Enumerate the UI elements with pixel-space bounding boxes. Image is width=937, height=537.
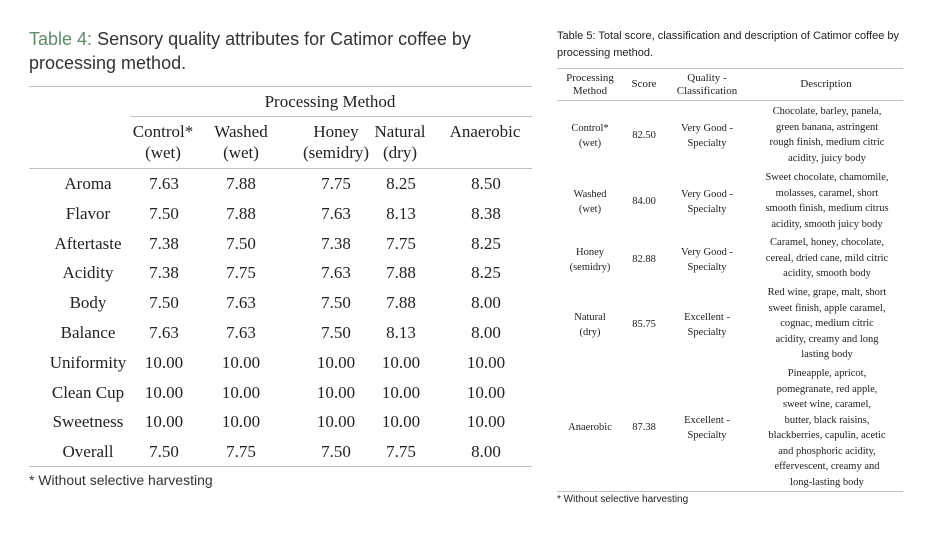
table4-value: 8.25 xyxy=(386,174,416,193)
table5-quality-line: Excellent - xyxy=(684,311,730,323)
table4-value: 7.38 xyxy=(321,233,351,253)
table4-attribute: Body xyxy=(69,293,107,313)
table5-quality-line: Specialty xyxy=(687,138,727,149)
table4-value: 8.00 xyxy=(471,323,501,342)
table5-description-line: pomegranate, red apple, xyxy=(776,383,878,395)
table5-description-line: acidity, smooth juicy body xyxy=(771,218,883,230)
table4-attribute: Clean Cup xyxy=(51,382,125,402)
table4-value: 7.50 xyxy=(321,323,351,342)
table4-value: 7.75 xyxy=(226,263,256,283)
table4-value: 7.88 xyxy=(386,293,416,313)
table5-bottom-rule xyxy=(557,491,903,492)
table4-attribute: Overall xyxy=(62,442,114,462)
table4-attribute: Sweetness xyxy=(52,412,124,432)
table4-value: 10.00 xyxy=(144,352,184,372)
table4-title: Sensory quality attributes for Catimor coffee by processing method. xyxy=(29,29,471,73)
table4-value: 7.38 xyxy=(149,263,179,283)
table4-top-rule xyxy=(29,86,532,87)
table4-row xyxy=(29,169,532,199)
table4-group-header: Processing Method xyxy=(264,92,396,111)
table4-value: 7.50 xyxy=(149,293,179,313)
table4-value: 8.50 xyxy=(471,174,501,193)
table5-description-line: Sweet chocolate, chamomile, xyxy=(765,172,889,183)
table4-value: 10.00 xyxy=(221,382,261,402)
table4-row xyxy=(29,199,532,229)
table4-value: 10.00 xyxy=(381,382,421,402)
table4-value: 8.00 xyxy=(471,293,501,313)
table5-description-line: and phosphoric acidity, xyxy=(778,445,876,457)
table4-value: 7.63 xyxy=(321,263,351,283)
table5-score: 85.75 xyxy=(632,319,656,331)
table5-quality-cell xyxy=(668,121,746,152)
table4-value: 8.00 xyxy=(471,442,501,462)
table5-header-method-line2: Method xyxy=(572,85,608,97)
table5-header-rule xyxy=(557,100,903,101)
table4-column-name: Washed xyxy=(214,122,268,141)
table4-caption xyxy=(29,27,549,75)
table5-method-line: Natural xyxy=(574,311,606,323)
table4-column-name: Honey xyxy=(313,122,359,141)
table5-quality-line: Excellent - xyxy=(684,414,730,426)
table4-attribute: Aroma xyxy=(64,174,112,193)
table4-column-name: Anaerobic xyxy=(449,122,521,141)
table4-row xyxy=(29,229,532,259)
table4-column-header xyxy=(208,121,274,163)
table5-description-line: Pineapple, apricot, xyxy=(787,368,867,379)
table4-value: 8.13 xyxy=(386,203,416,223)
table4-bottom-rule xyxy=(29,466,532,467)
table4-value: 10.00 xyxy=(381,412,421,432)
table4-value: 8.25 xyxy=(471,263,501,283)
table5-quality-cell xyxy=(668,413,746,444)
table5-header-quality xyxy=(668,72,746,98)
table4-attribute: Balance xyxy=(60,323,116,342)
table5-description-line: long-lasting body xyxy=(790,476,864,488)
table4-value: 7.50 xyxy=(149,442,179,462)
table4-column-subname: (dry) xyxy=(383,143,417,162)
table5-method-line: Washed xyxy=(573,188,607,200)
table4-label: Table 4: xyxy=(29,29,93,49)
table4-value: 7.75 xyxy=(386,442,416,462)
table5-description-line: acidity, creamy and long xyxy=(775,333,879,345)
table5-header-method-line1: Processing xyxy=(566,72,614,84)
table4-attribute: Acidity xyxy=(62,263,114,283)
table5-description-line: lasting body xyxy=(801,349,853,360)
table4-value: 7.63 xyxy=(321,203,351,223)
table5-description-line: Chocolate, barley, panela, xyxy=(772,106,882,117)
table5-method-line: Control* xyxy=(571,122,609,134)
table4-value: 7.63 xyxy=(149,323,179,342)
table5-footnote: * Without selective harvesting xyxy=(557,494,689,505)
table5-method-line: (wet) xyxy=(578,138,602,149)
table5-description-cell xyxy=(750,235,904,282)
table4-value: 7.50 xyxy=(149,203,179,223)
table4-value: 10.00 xyxy=(466,352,506,372)
table5-description-cell xyxy=(750,366,904,490)
table4-value: 10.00 xyxy=(144,412,184,432)
table4-row xyxy=(29,288,532,318)
table4-value: 7.63 xyxy=(226,293,256,313)
table4-row xyxy=(29,407,532,437)
table5-score: 87.38 xyxy=(632,422,656,434)
table5-description-line: Red wine, grape, malt, short xyxy=(767,287,887,298)
table4-value: 10.00 xyxy=(221,412,261,432)
table5-header-method xyxy=(557,72,623,98)
table4-value: 10.00 xyxy=(381,352,421,372)
table5-quality-line: Specialty xyxy=(687,204,727,215)
table4-row xyxy=(29,348,532,378)
table5-method-line: (dry) xyxy=(579,327,601,338)
table4-column-subname: (wet) xyxy=(223,143,259,162)
table4-column-subname: (wet) xyxy=(145,143,181,162)
table4-row xyxy=(29,318,532,348)
table4-group-rule xyxy=(130,116,532,117)
table4-value: 7.63 xyxy=(226,323,256,342)
table5-description-cell xyxy=(750,104,904,166)
table5-quality-cell xyxy=(668,187,746,218)
table4-value: 7.50 xyxy=(321,293,351,313)
table4-value: 7.88 xyxy=(386,263,416,283)
table5-description-cell xyxy=(750,285,904,363)
table5-description-line: smooth finish, medium citrus xyxy=(765,203,889,214)
table5-method-cell xyxy=(557,420,623,436)
table4-value: 10.00 xyxy=(221,352,261,372)
table5-description-cell xyxy=(750,170,904,232)
table5-quality-cell xyxy=(668,310,746,341)
table4-value: 8.25 xyxy=(471,233,501,253)
table4-column-header xyxy=(443,121,527,142)
table5-description-line: sweet finish, apple caramel, xyxy=(768,302,886,314)
table4-value: 7.38 xyxy=(149,233,179,253)
table4-column-header xyxy=(130,121,196,163)
table4-value: 7.75 xyxy=(226,442,256,462)
table5-method-cell xyxy=(557,121,623,152)
table4-column-name: Control* xyxy=(132,122,194,141)
table5-method-line: Anaerobic xyxy=(568,422,612,434)
table5-method-cell xyxy=(557,187,623,218)
table5-header-score: Score xyxy=(631,78,657,90)
table5-description-line: effervescent, creamy and xyxy=(774,461,880,472)
table4-value: 10.00 xyxy=(466,382,506,402)
table4-value: 8.38 xyxy=(471,203,501,223)
table4-column-name: Natural xyxy=(374,122,426,141)
table5-method-line: (wet) xyxy=(578,204,602,215)
table5-method-line: Honey xyxy=(576,246,604,258)
table5-score: 84.00 xyxy=(632,196,656,208)
table4-footnote: * Without selective harvesting xyxy=(29,472,213,488)
table5-caption xyxy=(557,28,917,62)
table4-attribute: Flavor xyxy=(65,203,111,223)
table4-value: 7.88 xyxy=(226,174,256,193)
table5-description-line: cereal, dried cane, mild citric xyxy=(765,252,889,264)
table4-value: 7.75 xyxy=(321,174,351,193)
table4-value: 7.88 xyxy=(226,203,256,223)
table5-score: 82.50 xyxy=(632,130,656,142)
table4-attribute: Uniformity xyxy=(49,352,127,372)
table4-value: 10.00 xyxy=(316,382,356,402)
table4-value: 7.50 xyxy=(321,442,351,462)
table5-header-quality-line1: Quality - xyxy=(687,72,727,84)
table4-attribute: Aftertaste xyxy=(54,233,122,253)
table4-row xyxy=(29,378,532,408)
table5-description-line: green banana, astringent xyxy=(775,121,879,133)
table4-value: 10.00 xyxy=(316,352,356,372)
table5-method-line: (semidry) xyxy=(569,262,611,273)
table5-description-line: acidity, smooth body xyxy=(783,268,871,279)
table5-header-quality-line2: Classification xyxy=(676,85,738,97)
table5-description-line: molasses, caramel, short xyxy=(775,187,879,199)
table4-row xyxy=(29,258,532,288)
table5-title: Total score, classification and description of Catimor coffee by processing method. xyxy=(557,30,899,59)
table5-label: Table 5: xyxy=(557,30,596,42)
table4-value: 10.00 xyxy=(316,412,356,432)
table4-column-header xyxy=(368,121,432,163)
table5-quality-line: Specialty xyxy=(687,262,727,273)
table5-quality-line: Very Good - xyxy=(681,188,733,200)
table4-value: 8.13 xyxy=(386,323,416,342)
table5-method-cell xyxy=(557,310,623,341)
table5-quality-line: Specialty xyxy=(687,430,727,441)
table4-value: 7.75 xyxy=(386,233,416,253)
table5-description-line: acidity, juicy body xyxy=(788,152,866,164)
table4-value: 7.63 xyxy=(149,174,179,193)
table4-value: 10.00 xyxy=(466,412,506,432)
table4-column-subname: (semidry) xyxy=(302,143,370,162)
table5-quality-line: Specialty xyxy=(687,327,727,338)
table5-quality-line: Very Good - xyxy=(681,122,733,134)
table5-description-line: blackberries, capulin, acetic xyxy=(768,430,886,441)
table4-value: 7.50 xyxy=(226,233,256,253)
table5-description-line: cognac, medium citric xyxy=(780,318,874,329)
table5-quality-cell xyxy=(668,245,746,276)
table5-header-description: Description xyxy=(800,78,852,90)
table5-description-line: sweet wine, caramel, xyxy=(782,399,872,410)
table5-description-line: rough finish, medium citric xyxy=(769,137,885,148)
table5-quality-line: Very Good - xyxy=(681,246,733,258)
table4-row xyxy=(29,437,532,467)
table5-score: 82.88 xyxy=(632,254,656,266)
table5-top-rule xyxy=(557,68,903,69)
table5-description-line: butter, black raisins, xyxy=(784,414,870,426)
table5-method-cell xyxy=(557,245,623,276)
table5-description-line: Caramel, honey, chocolate, xyxy=(770,237,884,248)
table4-value: 10.00 xyxy=(144,382,184,402)
